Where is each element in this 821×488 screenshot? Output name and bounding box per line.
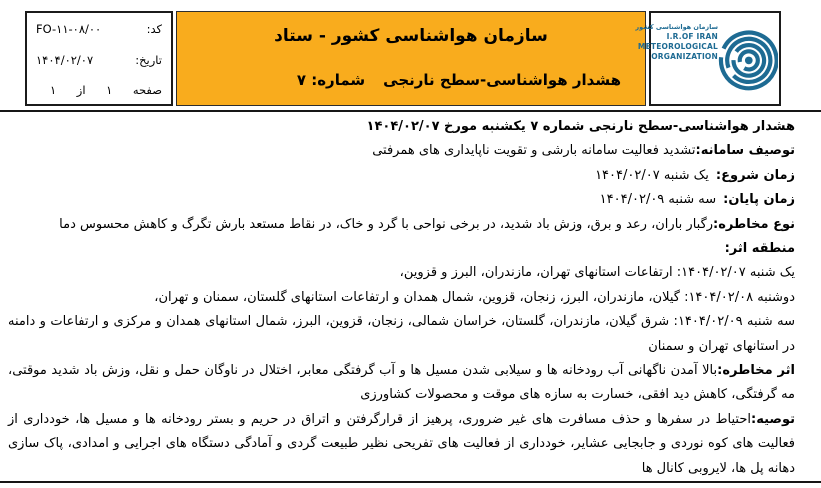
- advice-text: احتیاط در سفرها و حذف مسافرت های غیر ضروری، پرهیز از قرارگرفتن و اتراق در حریم و بستر رودخانه ها و مسیل ها، خودداری از فعالیت های کوه نوردی و جابجایی عشایر، خودداری از فعالیت های تفریحی نظیر طبیعت گردی و آمادگی دستگاه های اجرایی و امدادی، پاک سازی دهانه پل ها، لایروبی کانال ها: [8, 411, 795, 476]
- start-time-label: زمان شروع:: [715, 167, 795, 183]
- page-current: ۱: [106, 83, 113, 97]
- hazard-effect-text: بالا آمدن ناگهانی آب رودخانه ها و سیلابی شدن مسیل ها و آب گرفتگی معابر، اختلال در ناوگان حمل و نقل، وزش باد شدید موقتی، مه گرفتگی، کاهش دید افقی، خسارت به سازه های موقت و محصولات کشاورزی: [8, 363, 795, 403]
- hazard-type-label: نوع مخاطره:: [713, 216, 795, 232]
- warning-level-title: هشدار هواشناسی-سطح نارنجی: [383, 71, 621, 89]
- warning-headline: هشدار هواشناسی-سطح نارنجی شماره ۷ یکشنبه مورخ ۱۴۰۴/۰۲/۰۷: [366, 119, 795, 134]
- document-header: [25, 11, 781, 106]
- start-time-paragraph: [8, 164, 795, 188]
- advice-label: توصیه:: [751, 411, 795, 427]
- date-label: تاریخ:: [135, 52, 162, 67]
- region-day2: دوشنبه ۱۴۰۴/۰۲/۰۸: گیلان، مازندران، البرز، زنجان، قزوین، شمال همدان و ارتفاعات استانهای گلستان، سمنان و تهران،: [154, 289, 795, 305]
- logo-en-line3: ORGANIZATION: [651, 51, 718, 61]
- end-time-paragraph: [8, 188, 795, 212]
- region-label: منطقه اثر:: [724, 241, 795, 257]
- organization-title: سازمان هواشناسی کشور - ستاد: [274, 26, 548, 46]
- warning-title-row: [177, 71, 645, 89]
- hazard-type-text: رگبار باران، رعد و برق، وزش باد شدید، در برخی نواحی با گرد و خاک، در نقاط مستعد بارش تگرگ و کاهش محسوس دما: [59, 216, 714, 232]
- logo-text-block: [635, 23, 718, 61]
- system-description-paragraph: [8, 139, 795, 163]
- page-total: ۱: [50, 83, 57, 97]
- logo-en-line1: I.R.OF IRAN: [666, 31, 718, 41]
- header-divider-rule: [0, 110, 821, 112]
- page-of-label: از: [76, 83, 86, 97]
- meta-code-row: [36, 22, 162, 36]
- logo-box: [635, 11, 781, 106]
- meta-page-row: [36, 83, 162, 97]
- meteorological-organization-spiral-logo-icon: [714, 15, 778, 103]
- meta-date-row: [36, 53, 162, 67]
- region-heading: [8, 237, 795, 261]
- system-description-label: توصیف سامانه:: [695, 143, 795, 159]
- hazard-type-paragraph: [8, 213, 795, 237]
- footer-divider-rule: [0, 481, 821, 483]
- document-body: [8, 115, 795, 481]
- document-meta-box: [25, 11, 173, 106]
- hazard-effect-label: اثر مخاطره:: [717, 363, 795, 379]
- logo-en-line2: METEOROLOGICAL: [637, 41, 718, 51]
- end-time-label: زمان پایان:: [723, 192, 795, 208]
- title-banner: [176, 11, 646, 106]
- code-value: FO-۱۱-۰۸/۰۰: [36, 22, 102, 36]
- end-time-value: سه شنبه ۱۴۰۴/۰۲/۰۹: [599, 192, 717, 208]
- advice-paragraph: [8, 408, 795, 481]
- date-value: ۱۴۰۴/۰۲/۰۷: [36, 52, 94, 67]
- system-description-text: تشدید فعالیت سامانه بارشی و تقویت ناپایداری های همرفتی: [372, 143, 696, 159]
- code-label: کد:: [146, 22, 162, 36]
- hazard-effect-paragraph: [8, 359, 795, 408]
- region-day3: سه شنبه ۱۴۰۴/۰۲/۰۹: شرق گیلان، مازندران، گلستان، خراسان شمالی، زنجان، قزوین، البرز، شمال استانهای همدان و مرکزی و ارتفاعات و دامنه در استانهای تهران و سمنان: [8, 314, 795, 354]
- logo-fa-name: سازمان هواشناسی کشور: [635, 22, 718, 31]
- page-label: صفحه: [132, 83, 162, 97]
- region-day1: یک شنبه ۱۴۰۴/۰۲/۰۷: ارتفاعات استانهای تهران، مازندران، البرز و قزوین،: [399, 265, 795, 281]
- warning-number: شماره: ۷: [296, 71, 366, 89]
- start-time-value: یک شنبه ۱۴۰۴/۰۲/۰۷: [595, 167, 709, 183]
